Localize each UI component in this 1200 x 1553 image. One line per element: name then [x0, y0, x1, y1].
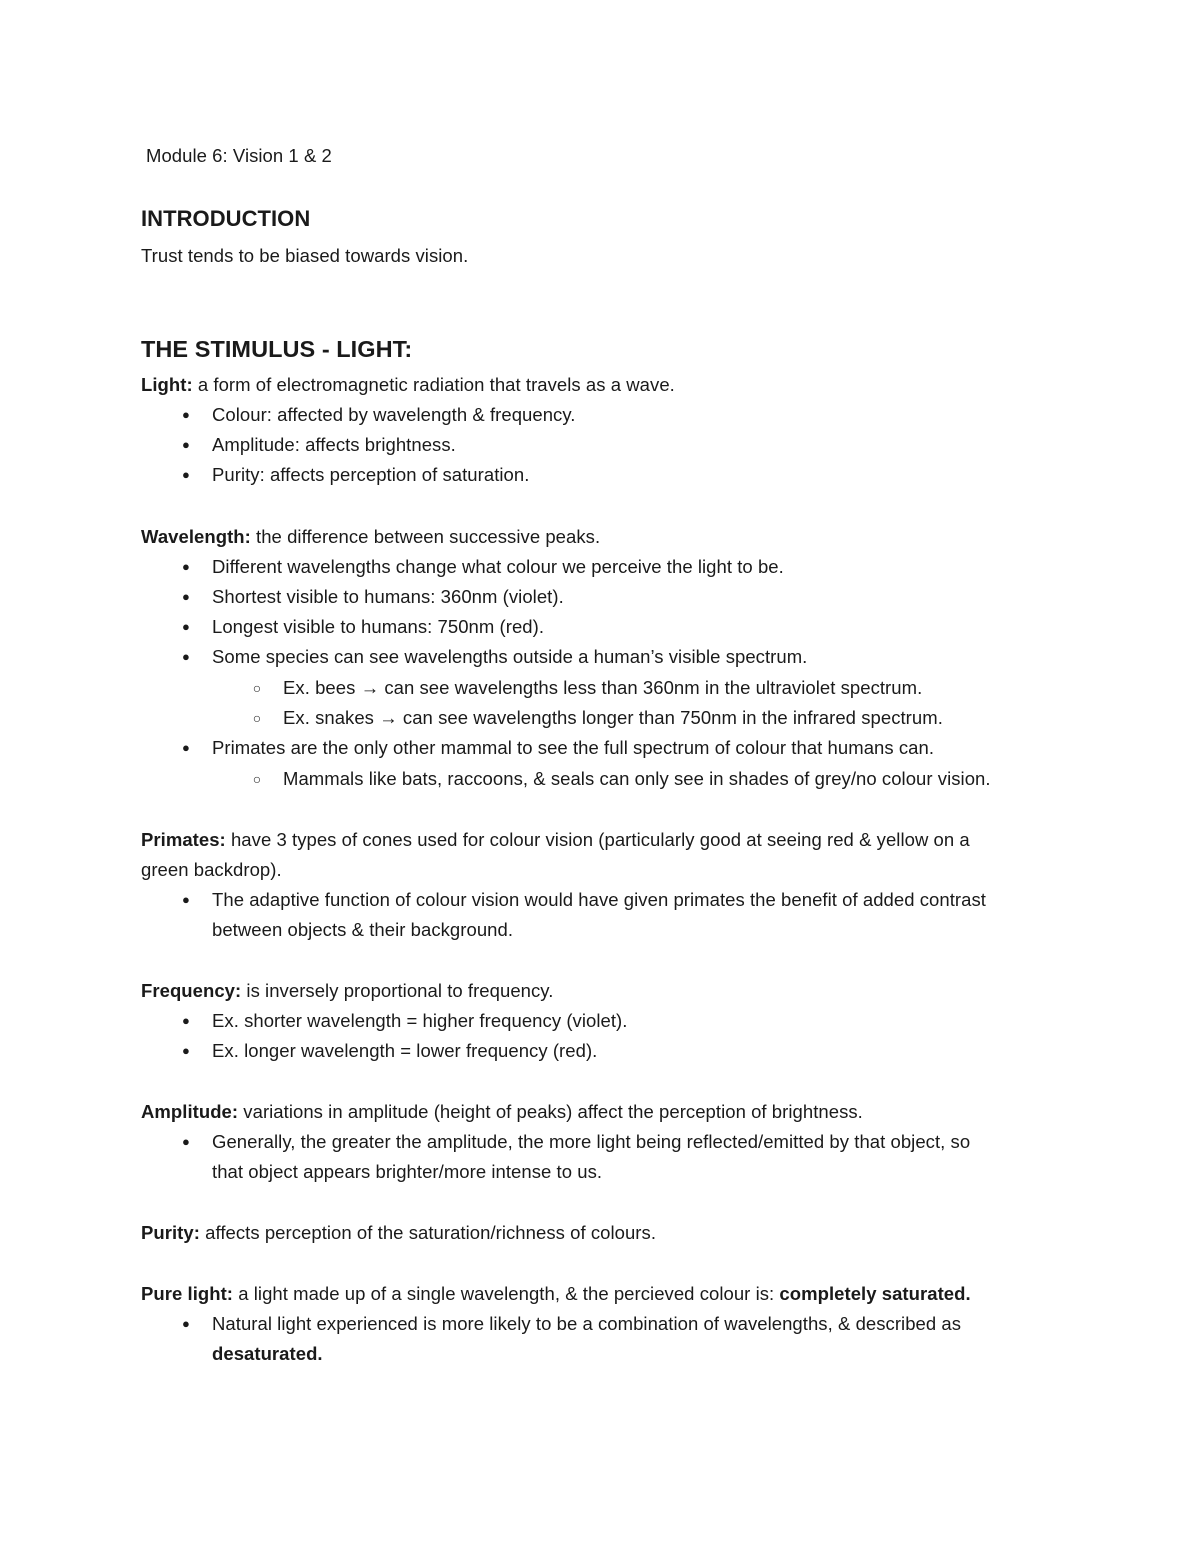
- pure-light-definition: [141, 1282, 971, 1306]
- list-item-cont: that object appears brighter/more intense to us.: [212, 1161, 603, 1182]
- list-item-text: Different wavelengths change what colour we perceive the light to be.: [212, 556, 784, 577]
- list-item: [182, 463, 530, 487]
- light-def: a form of electromagnetic radiation that travels as a wave.: [192, 374, 675, 395]
- purity-definition: [141, 1221, 656, 1245]
- primates-term: Primates:: [141, 829, 226, 850]
- frequency-definition: [141, 979, 553, 1003]
- bullet-marker: ●: [182, 589, 190, 604]
- introduction-text: Trust tends to be biased towards vision.: [141, 245, 469, 266]
- list-item-cont: desaturated.: [212, 1343, 323, 1364]
- bullet-marker: ●: [182, 559, 190, 574]
- primates-definition: [141, 828, 970, 852]
- list-item-text: Ex. shorter wavelength = higher frequency (violet).: [212, 1010, 628, 1031]
- bullet-marker: ●: [182, 467, 190, 482]
- sub-list-item: [252, 706, 943, 730]
- bullet-marker: ●: [182, 649, 190, 664]
- list-item: [182, 1009, 628, 1033]
- list-item-text: Ex. bees → can see wavelengths less than 360nm in the ultraviolet spectrum.: [283, 677, 923, 698]
- list-item: [182, 645, 808, 669]
- pure-light-term: Pure light:: [141, 1283, 234, 1304]
- purity-def: affects perception of the saturation/richness of colours.: [199, 1222, 657, 1243]
- list-item: [182, 888, 986, 912]
- list-item: [182, 615, 545, 639]
- wavelength-def: the difference between successive peaks.: [250, 526, 601, 547]
- list-item-text: Mammals like bats, raccoons, & seals can only see in shades of grey/no colour vision.: [283, 768, 991, 789]
- amplitude-term: Amplitude:: [141, 1101, 239, 1122]
- bullet-marker: ●: [182, 740, 190, 755]
- pure-light-def-bold: completely saturated.: [779, 1283, 971, 1304]
- list-item-text: Natural light experienced is more likely to be a combination of wavelengths, & described as: [212, 1313, 962, 1334]
- list-item-text: Ex. snakes → can see wavelengths longer than 750nm in the infrared spectrum.: [283, 707, 943, 728]
- list-item: [182, 433, 456, 457]
- list-item-text: Longest visible to humans: 750nm (red).: [212, 616, 545, 637]
- list-item-text: Purity: affects perception of saturation.: [212, 464, 530, 485]
- bullet-marker: ●: [182, 619, 190, 634]
- circle-marker: ○: [252, 710, 262, 726]
- list-item-text: Shortest visible to humans: 360nm (violet).: [212, 586, 564, 607]
- amplitude-def: variations in amplitude (height of peaks) affect the perception of brightness.: [238, 1101, 863, 1122]
- list-item-text: The adaptive function of colour vision would have given primates the benefit of added contrast: [212, 889, 986, 910]
- bullet-marker: ●: [182, 1316, 190, 1331]
- list-item-text: Colour: affected by wavelength & frequency.: [212, 404, 576, 425]
- list-item-text: Generally, the greater the amplitude, the more light being reflected/emitted by that object, so: [212, 1131, 971, 1152]
- module-title: Module 6: Vision 1 & 2: [146, 145, 332, 166]
- list-item: [182, 1130, 971, 1154]
- wavelength-term: Wavelength:: [141, 526, 251, 547]
- list-item-cont: between objects & their background.: [212, 919, 514, 940]
- list-item-text: Amplitude: affects brightness.: [212, 434, 456, 455]
- purity-term: Purity:: [141, 1222, 200, 1243]
- bullet-marker: ●: [182, 407, 190, 422]
- amplitude-definition: [141, 1100, 863, 1124]
- frequency-term: Frequency:: [141, 980, 242, 1001]
- primates-definition-cont: green backdrop).: [141, 859, 282, 880]
- list-item: [182, 1312, 962, 1336]
- list-item-text: Ex. longer wavelength = lower frequency (red).: [212, 1040, 598, 1061]
- bullet-marker: ●: [182, 1013, 190, 1028]
- pure-light-def: a light made up of a single wavelength, & the percieved colour is:: [233, 1283, 780, 1304]
- list-item-text: Some species can see wavelengths outside a human’s visible spectrum.: [212, 646, 808, 667]
- list-item: [182, 403, 576, 427]
- bullet-marker: ●: [182, 892, 190, 907]
- sub-list-item: [252, 767, 991, 791]
- frequency-def: is inversely proportional to frequency.: [241, 980, 554, 1001]
- primates-def: have 3 types of cones used for colour vision (particularly good at seeing red & yellow on a: [225, 829, 970, 850]
- circle-marker: ○: [252, 771, 262, 787]
- list-item-text: Primates are the only other mammal to see the full spectrum of colour that humans can.: [212, 737, 935, 758]
- circle-marker: ○: [252, 680, 262, 696]
- list-item: [182, 736, 935, 760]
- introduction-heading: INTRODUCTION: [141, 206, 311, 231]
- list-item: [182, 555, 784, 579]
- list-item: [182, 585, 564, 609]
- sub-list-item: [252, 676, 923, 700]
- bullet-marker: ●: [182, 1043, 190, 1058]
- bullet-marker: ●: [182, 1134, 190, 1149]
- bullet-marker: ●: [182, 437, 190, 452]
- light-definition: [141, 373, 675, 397]
- wavelength-definition: [141, 525, 600, 549]
- stimulus-heading: THE STIMULUS - LIGHT:: [141, 336, 413, 362]
- list-item: [182, 1039, 598, 1063]
- light-term: Light:: [141, 374, 193, 395]
